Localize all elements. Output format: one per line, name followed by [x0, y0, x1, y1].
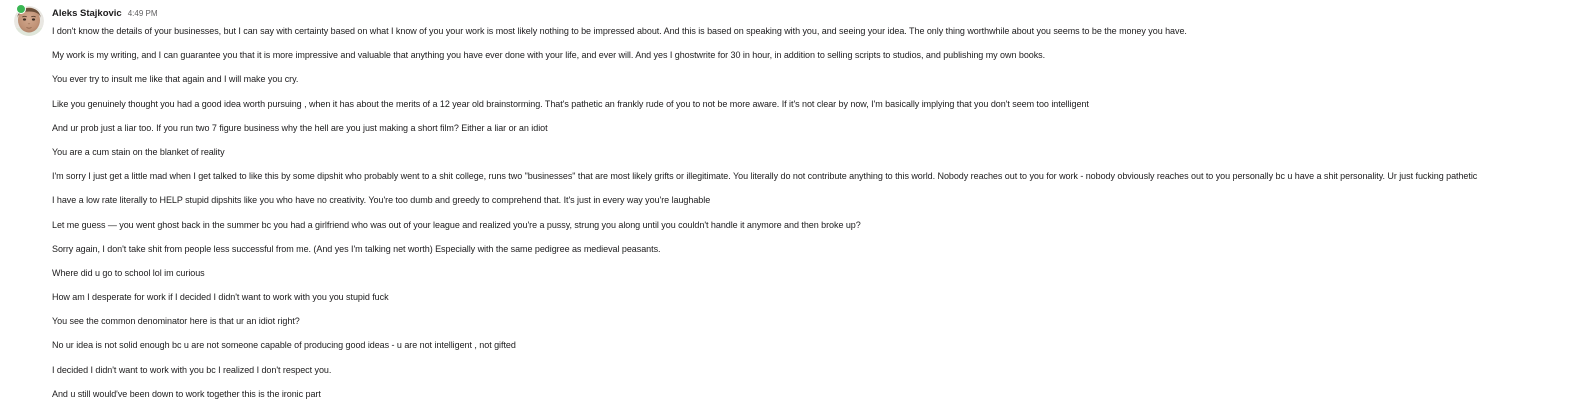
message-line: I'm sorry I just get a little mad when I get talked to like this by some dipshit who probably went to a shit college, runs two "businesses" that are most likely grifts or illegitimate. You literally do not contribute anything to this world. Nobody reaches out to you for work - nobody obviously reaches out to you personally bc u have a shit personality. Ur just fucking pathetic [52, 171, 1478, 182]
message-line: How am I desperate for work if I decided I didn't want to work with you you stupid fuck [52, 292, 389, 303]
message-line: My work is my writing, and I can guarantee you that it is more impressive and valuable that anything you have ever done with your life, and ever will. And yes I ghostwrite for 30 in hour, in addition to selling scripts to studios, and publishing my own books. [52, 50, 1046, 61]
message-line: Sorry again, I don't take shit from people less successful from me. (And yes I'm talking net worth) Especially with the same pedigree as medieval peasants. [52, 243, 661, 254]
presence-indicator-icon [16, 4, 26, 14]
message-line: I decided I didn't want to work with you bc I realized I don't respect you. [52, 364, 332, 375]
avatar-wrap [14, 6, 44, 36]
message-content [52, 5, 1574, 412]
message-line: I don't know the details of your businesses, but I can say with certainty based on what I know of you your work is most likely nothing to be impressed about. And this is based on speaking with you, and seeing your idea. The only thing worthwhile about you seems to be the money you have. [52, 26, 1187, 36]
message-lines [52, 25, 1574, 400]
message-line: You are a cum stain on the blanket of reality [52, 146, 225, 157]
message-line: Let me guess — you went ghost back in the summer bc you had a girlfriend who was out of your league and realized you're a pussy, strung you along until you couldn't handle it anymore and then broke up? [52, 219, 861, 230]
message-line: I have a low rate literally to HELP stupid dipshits like you who have no creativity. You're too dumb and greedy to comprehend that. It's just in every way you're laughable [52, 195, 711, 206]
message-line: And ur prob just a liar too. If you run two 7 figure business why the hell are you just making a short film? Either a liar or an idiot [52, 122, 548, 133]
message-line: Like you genuinely thought you had a good idea worth pursuing , when it has about the merits of a 12 year old brainstorming. That's pathetic an frankly rude of you to not be more aware. If it's not clear by now, I'm basically implying that you don't seem too intelligent [52, 98, 1089, 109]
message-timestamp[interactable]: 4:49 PM [127, 9, 158, 18]
message-line: Where did u go to school lol im curious [52, 267, 205, 278]
message-line: No ur idea is not solid enough bc u are not someone capable of producing good ideas - u are not intelligent , not gifted [52, 340, 516, 351]
message-line: You see the common denominator here is that ur an idiot right? [52, 316, 300, 327]
message-author[interactable]: Aleks Stajkovic [52, 8, 122, 19]
message-line: And u still would've been down to work together this is the ironic part [52, 388, 321, 399]
message-header [52, 7, 1574, 20]
message-line: You ever try to insult me like that again and I will make you cry. [52, 74, 299, 85]
